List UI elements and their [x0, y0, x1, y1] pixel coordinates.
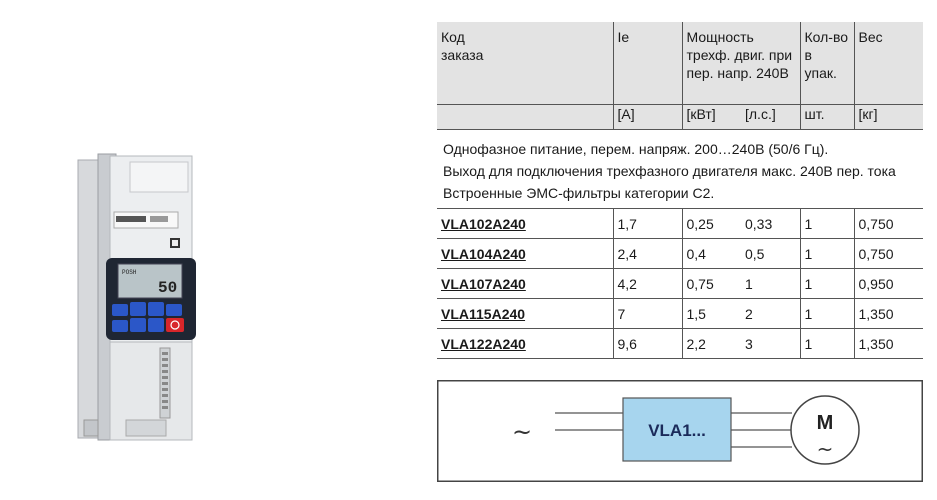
cell-weight: 0,750 [854, 239, 923, 269]
table-row [437, 269, 923, 299]
cell-ie: 7 [613, 299, 682, 329]
cell-qty: 1 [800, 329, 854, 359]
cell-code: VLA107A240 [437, 269, 613, 299]
cell-hp: 3 [741, 329, 800, 359]
table-units-row [437, 105, 923, 130]
unit-hp: [л.с.] [741, 105, 800, 130]
motor-label: M [816, 412, 834, 434]
table-header-row [437, 22, 923, 105]
unit-weight: [кг] [854, 105, 923, 130]
cell-code: VLA102A240 [437, 209, 613, 239]
cell-hp: 0,33 [741, 209, 800, 239]
header-power: Мощность трехф. двиг. при пер. напр. 240В [682, 22, 800, 105]
note-row [437, 130, 923, 209]
cell-weight: 0,950 [854, 269, 923, 299]
cell-kw: 1,5 [682, 299, 741, 329]
table-row [437, 329, 923, 359]
table-row [437, 299, 923, 329]
cell-ie: 9,6 [613, 329, 682, 359]
ac-source-symbol: ~ [511, 418, 533, 446]
cell-kw: 0,25 [682, 209, 741, 239]
cell-weight: 0,750 [854, 209, 923, 239]
cell-code: VLA122A240 [437, 329, 613, 359]
device-display-value: 50 [158, 279, 178, 297]
drive-box-label: VLA1... [648, 421, 706, 440]
unit-qty: шт. [800, 105, 854, 130]
table-row [437, 239, 923, 269]
cell-hp: 1 [741, 269, 800, 299]
cell-ie: 4,2 [613, 269, 682, 299]
cell-qty: 1 [800, 269, 854, 299]
unit-ie: [А] [613, 105, 682, 130]
cell-qty: 1 [800, 239, 854, 269]
cell-code: VLA115A240 [437, 299, 613, 329]
cell-hp: 0,5 [741, 239, 800, 269]
cell-kw: 0,4 [682, 239, 741, 269]
cell-ie: 1,7 [613, 209, 682, 239]
cell-weight: 1,350 [854, 299, 923, 329]
connection-diagram [437, 380, 923, 482]
table-row [437, 209, 923, 239]
cell-ie: 2,4 [613, 239, 682, 269]
header-code: Код заказа [437, 22, 613, 105]
cell-qty: 1 [800, 299, 854, 329]
cell-code: VLA104A240 [437, 239, 613, 269]
cell-kw: 0,75 [682, 269, 741, 299]
unit-kw: [кВт] [682, 105, 741, 130]
cell-kw: 2,2 [682, 329, 741, 359]
supply-note: Однофазное питание, перем. напряж. 200…240В (50/6 Гц). Выход для подключения трехфазного двигателя макс. 240В пер. тока Встроенные ЭМС-фильтры категории С2. [437, 130, 923, 209]
header-ie: Ie [613, 22, 682, 105]
product-table [437, 22, 923, 359]
cell-hp: 2 [741, 299, 800, 329]
header-weight: Вес [854, 22, 923, 105]
device-display-text: POSH [122, 269, 137, 276]
motor-ac-symbol: ~ [816, 437, 834, 461]
header-qty: Кол-во в упак. [800, 22, 854, 105]
cell-qty: 1 [800, 209, 854, 239]
cell-weight: 1,350 [854, 329, 923, 359]
device-photo [70, 150, 200, 445]
